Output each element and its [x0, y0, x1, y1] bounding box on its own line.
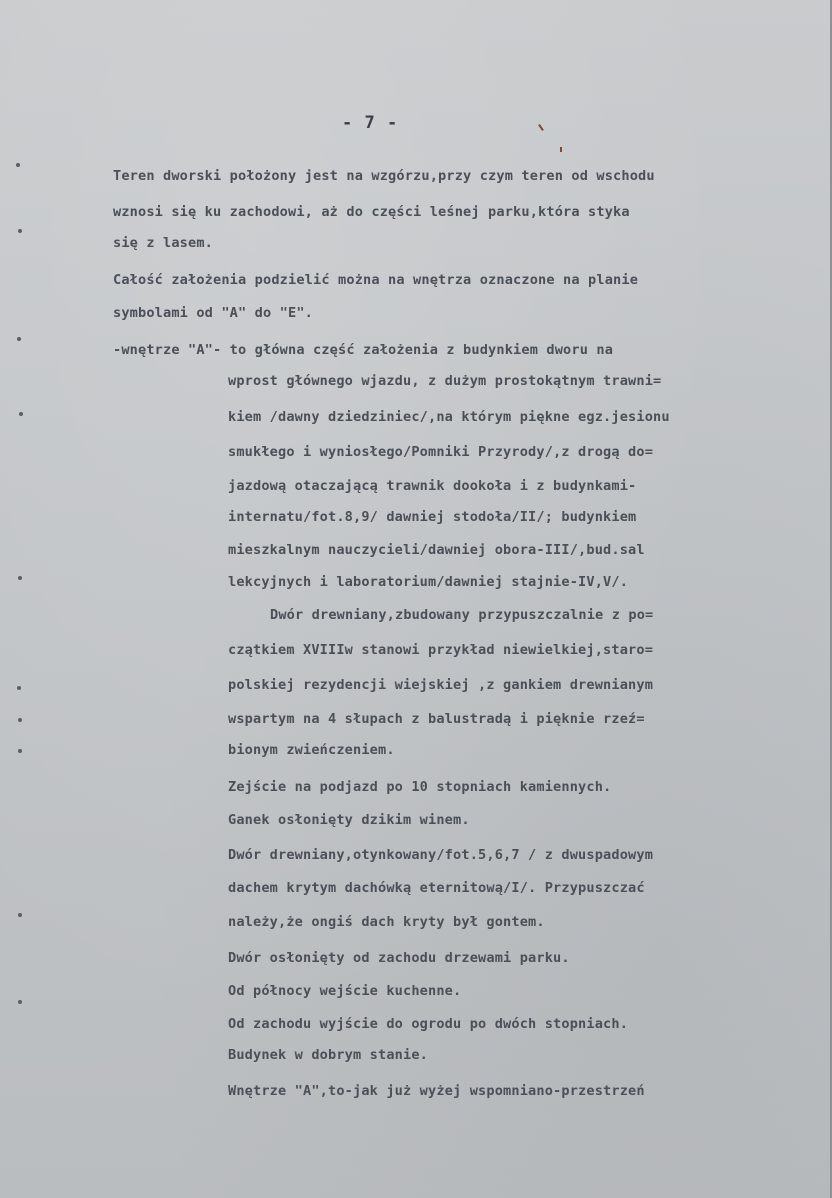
- text-line: dachem krytym dachówką eternitową/I/. Przypuszczać: [228, 880, 645, 896]
- text-line: Teren dworski położony jest na wzgórzu,przy czym teren od wschodu: [113, 168, 655, 184]
- binding-hole-mark: [18, 576, 22, 580]
- binding-hole-mark: [18, 718, 22, 722]
- text-line: Od zachodu wyjście do ogrodu po dwóch stopniach.: [228, 1016, 629, 1032]
- text-line: Dwór osłonięty od zachodu drzewami parku.: [228, 950, 570, 966]
- binding-hole-mark: [18, 229, 22, 233]
- text-line: jazdową otaczającą trawnik dookoła i z budynkami-: [228, 478, 637, 494]
- binding-hole-mark: [17, 337, 21, 341]
- text-line: się z lasem.: [113, 235, 214, 251]
- text-line: internatu/fot.8,9/ dawniej stodoła/II/; budynkiem: [228, 509, 637, 525]
- text-line: bionym zwieńczeniem.: [228, 742, 395, 758]
- ink-mark: [538, 124, 544, 131]
- text-line: Od północy wejście kuchenne.: [228, 983, 462, 999]
- binding-hole-mark: [16, 163, 20, 167]
- text-line: Zejście na podjazd po 10 stopniach kamiennych.: [228, 779, 612, 795]
- text-line: Dwór drewniany,otynkowany/fot.5,6,7 / z dwuspadowym: [228, 847, 654, 863]
- text-line: lekcyjnych i laboratorium/dawniej stajnie-IV,V/.: [228, 574, 629, 590]
- text-line: mieszkalnym nauczycieli/dawniej obora-III/,bud.sal: [228, 542, 645, 558]
- text-line: polskiej rezydencji wiejskiej ,z gankiem drewnianym: [228, 677, 654, 693]
- text-line: Całość założenia podzielić można na wnętrza oznaczone na planie: [113, 272, 639, 288]
- binding-hole-mark: [18, 913, 22, 917]
- text-line: należy,że ongiś dach kryty był gontem.: [228, 914, 545, 930]
- binding-hole-mark: [17, 686, 21, 690]
- text-line: -wnętrze "A"- to główna część założenia z budynkiem dworu na: [113, 342, 614, 358]
- text-line: smukłego i wyniosłego/Pomniki Przyrody/,z drogą do=: [228, 444, 654, 460]
- text-line: Ganek osłonięty dzikim winem.: [228, 812, 470, 828]
- page-number: - 7 -: [342, 113, 399, 133]
- text-line: Budynek w dobrym stanie.: [228, 1047, 429, 1063]
- text-line: Dwór drewniany,zbudowany przypuszczalnie z po=: [270, 607, 654, 623]
- text-line: czątkiem XVIIIw stanowi przykład niewielkiej,staro=: [228, 642, 654, 658]
- binding-hole-mark: [18, 1000, 22, 1004]
- text-line: kiem /dawny dziedziniec/,na którym piękne egz.jesionu: [228, 409, 670, 425]
- text-line: Wnętrze "A",to-jak już wyżej wspomniano-przestrzeń: [228, 1083, 645, 1099]
- binding-hole-mark: [18, 749, 22, 753]
- text-line: symbolami od "A" do "E".: [113, 305, 314, 321]
- text-line: wprost głównego wjazdu, z dużym prostokątnym trawni=: [228, 373, 662, 389]
- text-line: wznosi się ku zachodowi, aż do części leśnej parku,która styka: [113, 204, 630, 220]
- ink-mark: [560, 147, 562, 152]
- binding-hole-mark: [19, 412, 23, 416]
- text-line: wspartym na 4 słupach z balustradą i pięknie rzeź=: [228, 711, 645, 727]
